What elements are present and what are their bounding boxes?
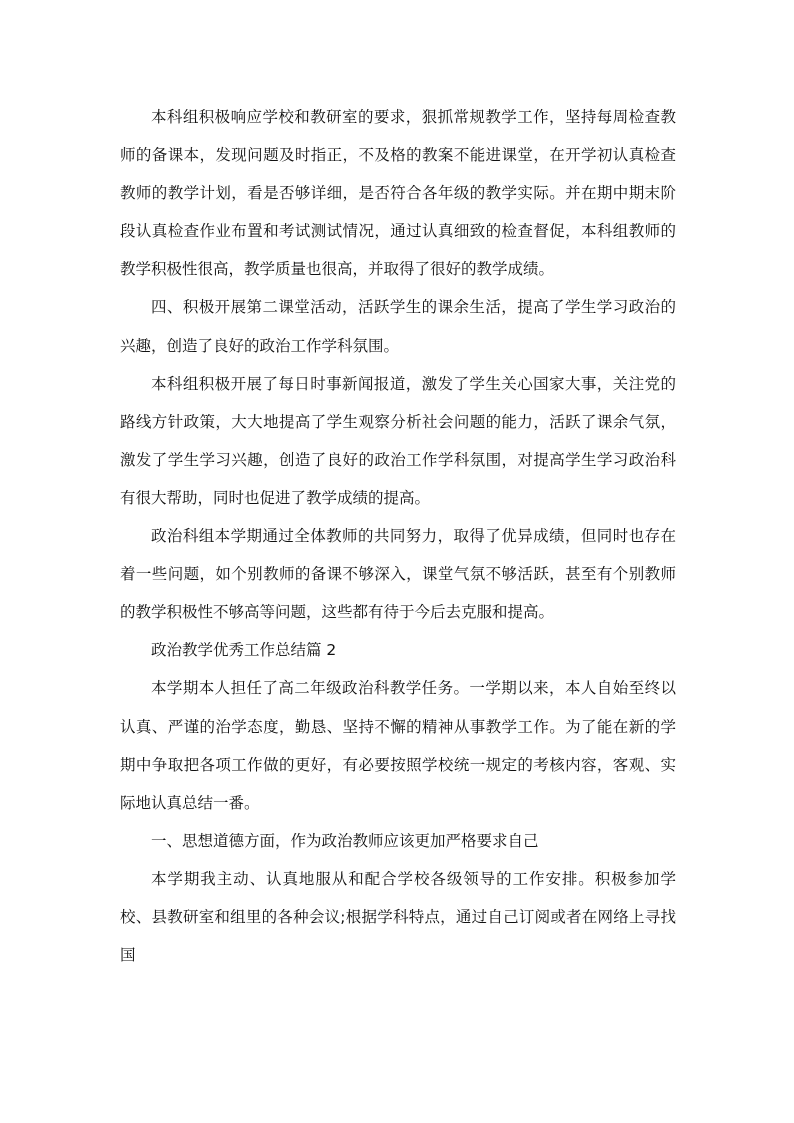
document-body bbox=[120, 98, 676, 974]
paragraph-meetings-participation: 本学期我主动、认真地服从和配合学校各级领导的工作安排。积极参加学校、县教研室和组里的各种会议;根据学科特点，通过自己订阅或者在网络上寻找国 bbox=[120, 869, 676, 965]
section-heading-moral-ideology: 一、思想道德方面，作为政治教师应该更加严格要求自己 bbox=[151, 831, 539, 850]
paragraph-section-four-heading: 四、积极开展第二课堂活动，活跃学生的课余生活，提高了学生学习政治的兴趣，创造了良好的政治工作学科氛围。 bbox=[120, 298, 676, 355]
paragraph-semester-intro: 本学期本人担任了高二年级政治科教学任务。一学期以来，本人自始至终以认真、严谨的治学态度，勤恳、坚持不懈的精神从事教学工作。为了能在新的学期中争取把各项工作做的更好，有必要按照学校统一规定的考核内容，客观、实际地认真总结一番。 bbox=[120, 679, 676, 812]
paragraph-problems-summary: 政治科组本学期通过全体教师的共同努力，取得了优异成绩，但同时也存在着一些问题，如个别教师的备课不够深入，课堂气氛不够活跃，甚至有个别教师的教学积极性不够高等问题，这些都有待于今后去克服和提高。 bbox=[120, 527, 676, 622]
paragraph-daily-news-reports: 本科组积极开展了每日时事新闻报道，激发了学生关心国家大事，关注党的路线方针政策，大大地提高了学生观察分析社会问题的能力，活跃了课余气氛，激发了学生学习兴趣，创造了良好的政治工作学科氛围，对提高学生学习政治科有很大帮助，同时也促进了教学成绩的提高。 bbox=[120, 374, 676, 507]
section-title-part-2: 政治教学优秀工作总结篇 2 bbox=[151, 641, 337, 660]
paragraph-checking-lesson-plans: 本科组积极响应学校和教研室的要求，狠抓常规教学工作，坚持每周检查教师的备课本，发现问题及时指正，不及格的教案不能进课堂，在开学初认真检查教师的教学计划，看是否够详细，是否符合各年级的教学实际。并在期中期末阶段认真检查作业布置和考试测试情况，通过认真细致的检查督促，本科组教师的教学积极性很高，教学质量也很高，并取得了很好的教学成绩。 bbox=[120, 108, 676, 279]
